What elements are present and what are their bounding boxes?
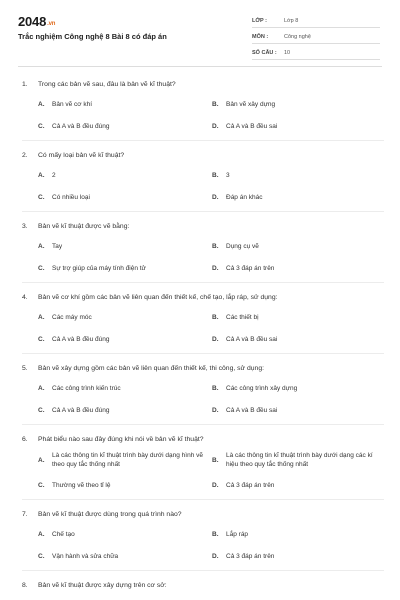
answer-option[interactable]: [38, 380, 212, 396]
question-header: [22, 149, 384, 167]
option-text: Cả A và B đều đúng: [52, 335, 110, 343]
option-text: 2: [52, 171, 56, 179]
answer-option[interactable]: [212, 118, 386, 134]
answer-option[interactable]: [38, 238, 212, 254]
answer-option[interactable]: [212, 477, 386, 493]
question-item: [22, 220, 384, 283]
answer-option[interactable]: [212, 548, 386, 564]
option-text: Cả A và B đều đúng: [52, 122, 110, 130]
meta-info: [252, 14, 380, 62]
question-header: [22, 220, 384, 238]
question-header: [22, 291, 384, 309]
option-letter: C.: [38, 406, 45, 414]
question-number: 4.: [22, 294, 28, 301]
question-item: [22, 291, 384, 354]
answer-options: [38, 238, 384, 276]
answer-option[interactable]: [212, 526, 386, 542]
meta-key: LỚP :: [252, 17, 267, 24]
option-letter: A.: [38, 242, 45, 250]
question-number: 2.: [22, 152, 28, 159]
answer-option[interactable]: [212, 167, 386, 183]
question-number: 5.: [22, 365, 28, 372]
answer-options: [38, 167, 384, 205]
question-item: [22, 149, 384, 212]
meta-row-grade: [252, 14, 380, 28]
option-text: Thường vẽ theo tỉ lệ: [52, 481, 111, 489]
option-text: Vận hành và sửa chữa: [52, 552, 119, 560]
answer-option[interactable]: [212, 96, 386, 112]
option-letter: B.: [212, 100, 219, 108]
answer-option[interactable]: [212, 309, 386, 325]
question-item: [22, 433, 384, 500]
answer-option[interactable]: [212, 402, 386, 418]
question-number: 3.: [22, 223, 28, 230]
question-item: [22, 508, 384, 571]
option-text: Cả A và B đều sai: [226, 335, 278, 343]
answer-option[interactable]: [38, 167, 212, 183]
question-text: Trong các bản vẽ sau, đâu là bản vẽ kĩ thuật?: [38, 81, 176, 88]
logo-main: 2048: [18, 14, 47, 29]
option-text: Các máy móc: [52, 313, 92, 321]
option-text: Tay: [52, 242, 63, 250]
question-number: 8.: [22, 582, 28, 589]
answer-option[interactable]: [38, 548, 212, 564]
option-letter: C.: [38, 264, 45, 272]
option-text: Lắp ráp: [226, 530, 249, 538]
option-text: Bản vẽ cơ khí: [52, 100, 93, 108]
answer-option[interactable]: [38, 96, 212, 112]
option-letter: D.: [212, 335, 219, 343]
answer-option[interactable]: [38, 260, 212, 276]
answer-option[interactable]: [212, 451, 386, 469]
answer-option[interactable]: [38, 526, 212, 542]
option-letter: A.: [38, 384, 45, 392]
option-text: 3: [226, 171, 230, 179]
question-number: 7.: [22, 511, 28, 518]
option-letter: C.: [38, 193, 45, 201]
option-letter: C.: [38, 122, 45, 130]
answer-option[interactable]: [212, 189, 386, 205]
answer-option[interactable]: [212, 380, 386, 396]
answer-options: [38, 96, 384, 134]
answer-option[interactable]: [38, 331, 212, 347]
logo-suffix: .vn: [47, 21, 56, 27]
option-letter: B.: [212, 171, 219, 179]
question-header: [22, 508, 384, 526]
option-text: Bản vẽ xây dựng: [226, 100, 276, 108]
answer-options: [38, 380, 384, 418]
option-text: Chế tạo: [52, 530, 75, 538]
option-letter: D.: [212, 406, 219, 414]
answer-option[interactable]: [38, 477, 212, 493]
meta-value: Công nghệ: [284, 33, 311, 40]
option-text: Cả 3 đáp án trên: [226, 552, 275, 560]
option-letter: B.: [212, 456, 219, 464]
option-letter: A.: [38, 100, 45, 108]
question-number: 6.: [22, 436, 28, 443]
meta-key: SỐ CÂU :: [252, 49, 277, 56]
option-text: Sự trợ giúp của máy tính điện tử: [52, 264, 146, 272]
meta-value: 10: [284, 49, 291, 56]
question-text: Phát biểu nào sau đây đúng khi nói về bản vẽ kĩ thuật?: [38, 436, 204, 443]
meta-row-count: [252, 46, 380, 60]
option-text: Đáp án khác: [226, 193, 263, 201]
question-item: [22, 579, 384, 600]
answer-options: [38, 309, 384, 347]
question-item: [22, 362, 384, 425]
option-text: Là các thông tin kĩ thuật trình bày dưới dạng các kí hiệu theo quy tắc thống nhất: [226, 452, 373, 468]
question-list: [0, 78, 400, 600]
question-text: Bản vẽ xây dựng gồm các bản vẽ liên quan đến thiết kế, thi công, sử dụng:: [38, 365, 264, 372]
answer-options: [38, 526, 384, 564]
option-letter: A.: [38, 456, 45, 464]
question-header: [22, 433, 384, 451]
answer-option[interactable]: [38, 402, 212, 418]
option-text: Cả A và B đều sai: [226, 406, 278, 414]
option-text: Các công trình kiến trúc: [52, 384, 121, 392]
answer-option[interactable]: [38, 118, 212, 134]
meta-row-subject: [252, 30, 380, 44]
option-text: Có nhiều loại: [52, 193, 90, 201]
option-text: Cả A và B đều sai: [226, 122, 278, 130]
option-letter: C.: [38, 552, 45, 560]
option-letter: D.: [212, 481, 219, 489]
option-text: Cả A và B đều đúng: [52, 406, 110, 414]
option-letter: D.: [212, 264, 219, 272]
page-header: [0, 0, 400, 72]
option-letter: C.: [38, 481, 45, 489]
option-letter: B.: [212, 530, 219, 538]
option-letter: B.: [212, 242, 219, 250]
option-letter: B.: [212, 313, 219, 321]
option-text: Là các thông tin kĩ thuật trình bày dưới dạng hình vẽ theo quy tắc thống nhất: [52, 452, 203, 468]
question-text: Bản vẽ kĩ thuật được xây dựng trên cơ sở:: [38, 582, 167, 589]
document-title: Trắc nghiệm Công nghệ 8 Bài 8 có đáp án: [18, 32, 167, 41]
meta-key: MÔN :: [252, 33, 269, 40]
answer-option[interactable]: [38, 309, 212, 325]
option-text: Dụng cụ vẽ: [226, 242, 259, 250]
question-item: [22, 78, 384, 141]
option-text: Cả 3 đáp án trên: [226, 481, 275, 489]
answer-option[interactable]: [212, 260, 386, 276]
answer-option[interactable]: [38, 451, 212, 469]
answer-option[interactable]: [212, 331, 386, 347]
option-letter: D.: [212, 193, 219, 201]
answer-option[interactable]: [38, 189, 212, 205]
option-letter: B.: [212, 384, 219, 392]
question-text: Bản vẽ cơ khí gồm các bản vẽ liên quan đến thiết kế, chế tạo, lắp ráp, sử dụng:: [38, 294, 278, 301]
question-text: Có mấy loại bản vẽ kĩ thuật?: [38, 152, 125, 159]
option-letter: A.: [38, 313, 45, 321]
option-letter: A.: [38, 530, 45, 538]
question-header: [22, 362, 384, 380]
question-text: Bản vẽ kĩ thuật được vẽ bằng:: [38, 223, 130, 230]
option-text: Cả 3 đáp án trên: [226, 264, 275, 272]
question-header: [22, 78, 384, 96]
option-letter: C.: [38, 335, 45, 343]
site-logo[interactable]: [18, 14, 55, 29]
question-header: [22, 579, 384, 597]
option-text: Các công trình xây dựng: [226, 384, 298, 392]
option-text: Các thiết bị: [226, 313, 259, 321]
header-divider: [18, 66, 382, 67]
meta-value: Lớp 8: [284, 17, 299, 24]
answer-option[interactable]: [212, 238, 386, 254]
option-letter: D.: [212, 122, 219, 130]
question-text: Bản vẽ kĩ thuật được dùng trong quá trình nào?: [38, 511, 182, 518]
option-letter: D.: [212, 552, 219, 560]
question-number: 1.: [22, 81, 28, 88]
option-letter: A.: [38, 171, 45, 179]
answer-options: [38, 451, 384, 493]
